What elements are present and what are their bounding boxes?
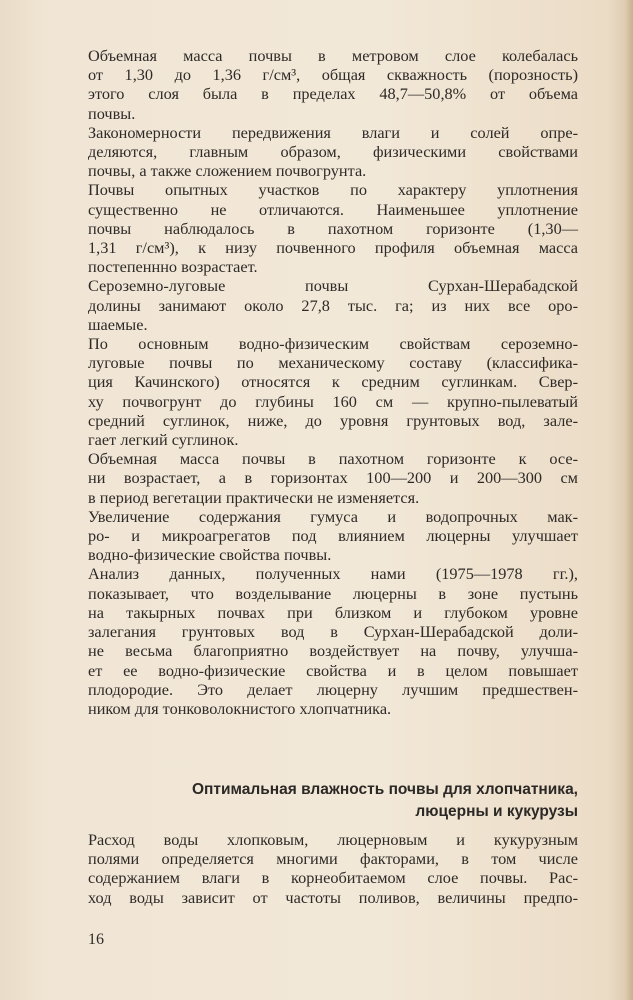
text-line: существенно не отличаются. Наименьшее уплотнение: [88, 199, 578, 219]
text-line: водно-физические свойства почвы.: [88, 545, 332, 565]
text-line: от 1,30 до 1,36 г/см³, общая скважность (порозность): [88, 65, 578, 85]
text-line: почвы, а также сложением почвогрунта.: [88, 161, 367, 181]
text-line: постепеннно возрастает.: [88, 257, 258, 277]
paragraph-5: [88, 334, 578, 449]
text-line: гает легкий суглинок.: [88, 430, 239, 450]
paragraph-7: [88, 507, 578, 565]
text-line: в период вегетации практически не изменяется.: [88, 487, 420, 507]
paragraph-2: [88, 123, 578, 181]
text-line: долины занимают около 27,8 тыс. га; из них все оро-: [88, 295, 578, 315]
text-line: почвы.: [88, 103, 136, 123]
text-line: Увеличение содержания гумуса и водопрочных мак-: [88, 506, 578, 526]
text-line: ни возрастает, а в горизонтах 100—200 и 200—300 см: [88, 468, 578, 488]
text-line: шаемые.: [88, 314, 148, 334]
text-line: ро- и микроагрегатов под влиянием люцерны улучшает: [88, 526, 578, 546]
text-line: почвы наблюдалось в пахотном горизонте (1,30—: [88, 218, 578, 238]
page-edge-shadow: [625, 0, 633, 1000]
text-line: ху почвогрунт до глубины 160 см — крупно-пылеватый: [88, 391, 578, 411]
text-line: Объемная масса почвы в пахотном горизонте к осе-: [88, 449, 578, 469]
paragraph-8: [88, 564, 578, 718]
text-line: этого слоя была в пределах 48,7—50,8% от объема: [88, 84, 578, 104]
page-number: 16: [88, 931, 104, 948]
section-heading-line-1: Оптимальная влажность почвы для хлопчатника,: [191, 781, 578, 798]
text-line: не весьма благоприятно воздействует на почву, улучша-: [88, 641, 578, 661]
text-line: Почвы опытных участков по характеру уплотнения: [88, 180, 578, 200]
text-line: Расход воды хлопковым, люцерновым и кукурузным: [88, 830, 578, 849]
body-text: [88, 46, 578, 718]
text-line: залегания грунтовых вод в Сурхан-Шерабадской доли-: [88, 622, 578, 642]
text-line: деляются, главным образом, физическими свойствами: [88, 142, 578, 162]
section-heading: [88, 779, 578, 823]
text-line: ет ее водно-физические свойства и в целом повышает: [88, 660, 578, 680]
text-line: ход воды зависит от частоты поливов, величины предпо-: [88, 887, 578, 907]
text-line: на такырных почвах при близком и глубоком уровне: [88, 602, 578, 622]
section-heading-line-2: люцерны и кукурузы: [415, 803, 578, 820]
text-line: ция Качинского) относятся к средним суглинкам. Свер-: [88, 372, 578, 392]
text-line: Закономерности передвижения влаги и солей опре-: [88, 122, 578, 142]
paragraph-4: [88, 276, 578, 334]
text-line: средний суглинок, ниже, до уровня грунтовых вод, зале-: [88, 410, 578, 430]
text-line: полями определяется многими факторами, в том числе: [88, 849, 578, 869]
text-line: Сероземно-луговые почвы Сурхан-Шерабадской: [88, 276, 578, 296]
paragraph-6: [88, 449, 578, 507]
paragraph-1: [88, 46, 578, 123]
text-line: плодородие. Это делает люцерну лучшим предшествен-: [88, 679, 578, 699]
text-line: Объемная масса почвы в метровом слое колебалась: [88, 46, 578, 65]
text-line: 1,31 г/см³), к низу почвенного профиля объемная масса: [88, 238, 578, 258]
text-line: Анализ данных, полученных нами (1975—1978 гг.),: [88, 564, 578, 584]
text-line: показывает, что возделывание люцерны в зоне пустынь: [88, 583, 578, 603]
paragraph-3: [88, 180, 578, 276]
text-line: содержанием влаги в корнеобитаемом слое почвы. Рас-: [88, 868, 578, 888]
section-paragraph: [88, 830, 578, 907]
text-line: ником для тонковолокнистого хлопчатника.: [88, 698, 392, 718]
text-line: луговые почвы по механическому составу (классифика-: [88, 353, 578, 373]
text-line: По основным водно-физическим свойствам сероземно-: [88, 334, 578, 354]
